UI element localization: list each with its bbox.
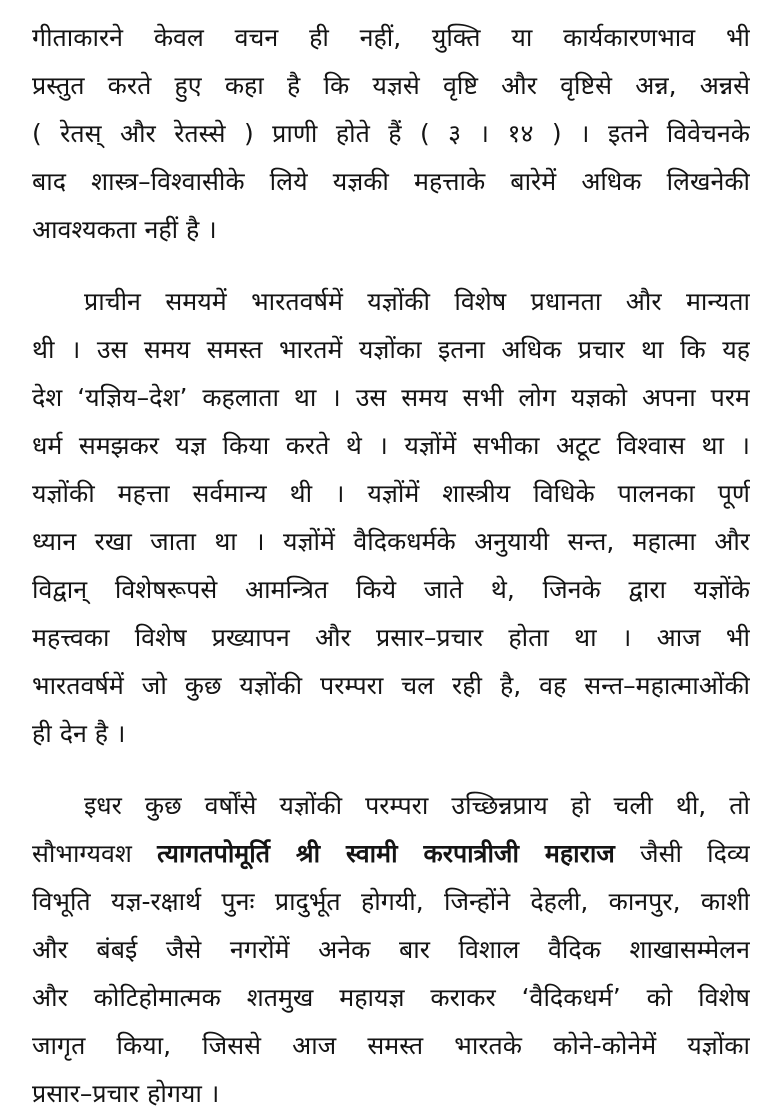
text-line: आवश्यकता नहीं है । [32,215,217,244]
text-line: गीताकारने केवल वचन ही नहीं, युक्ति या कार्यकारणभाव भी [32,23,750,52]
text-line: जागृत किया, जिससे आज समस्त भारतके कोने-कोनेमें यज्ञोंका [32,1031,750,1060]
text-line: थी । उस समय समस्त भारतमें यज्ञोंका इतना अधिक प्रचार था कि यह [32,335,750,364]
text-line: ध्यान रखा जाता था । यज्ञोंमें वैदिकधर्मके अनुयायी सन्त, महात्मा और [32,527,750,556]
text-line: धर्म समझकर यज्ञ किया करते थे । यज्ञोंमें सभीका अटूट विश्वास था । [32,431,750,460]
paragraph-gap [32,758,750,782]
text-line: देश ‘यज्ञिय–देश’ कहलाता था । उस समय सभी लोग यज्ञको अपना परम [32,383,750,412]
text-line: प्राचीन समयमें भारतवर्षमें यज्ञोंकी विशेष प्रधानता और मान्यता [84,287,750,316]
text-line: बाद शास्त्र–विश्वासीके लिये यज्ञकी महत्ताके बारेमें अधिक लिखनेकी [32,167,750,196]
paragraph-2 [32,278,750,758]
text-line: यज्ञोंकी महत्ता सर्वमान्य थी । यज्ञोंमें शास्त्रीय विधिके पालनका पूर्ण [32,479,750,508]
text-segment: जैसी दिव्य [614,839,750,868]
paragraph-1 [32,14,750,254]
text-line: प्रसार–प्रचार होगया । [32,1079,220,1108]
paragraph-gap [32,254,750,278]
text-line: और कोटिहोमात्मक शतमुख महायज्ञ कराकर ‘वैदिकधर्म’ को विशेष [32,983,750,1012]
bold-name: त्यागतपोमूर्ति श्री स्वामी करपात्रीजी महाराज [157,839,615,868]
text-line: प्रस्तुत करते हुए कहा है कि यज्ञसे वृष्टि और वृष्टिसे अन्न, अन्नसे [32,71,750,100]
text-line-with-bold-name [32,830,750,878]
text-line: ही देन है । [32,719,126,748]
text-line: इधर कुछ वर्षोंसे यज्ञोंकी परम्परा उच्छिन्नप्राय हो चली थी, तो [84,791,750,820]
text-line: विद्वान् विशेषरूपसे आमन्त्रित किये जाते थे, जिनके द्वारा यज्ञोंके [32,575,750,604]
paragraph-3 [32,782,750,1118]
text-line: भारतवर्षमें जो कुछ यज्ञोंकी परम्परा चल रही है, वह सन्त–महात्माओंकी [32,671,750,700]
text-segment: सौभाग्यवश [32,839,158,868]
text-line: विभूति यज्ञ-रक्षार्थ पुनः प्रादुर्भूत होगयी, जिन्होंने देहली, कानपुर, काशी [32,887,750,916]
text-line: महत्त्वका विशेष प्रख्यापन और प्रसार–प्रचार होता था । आज भी [32,623,750,652]
text-line: और बंबई जैसे नगरोंमें अनेक बार विशाल वैदिक शाखासम्मेलन [32,935,750,964]
text-line: ( रेतस् और रेतस्से ) प्राणी होते हैं ( ३ । १४ ) । इतने विवेचनके [32,119,750,148]
